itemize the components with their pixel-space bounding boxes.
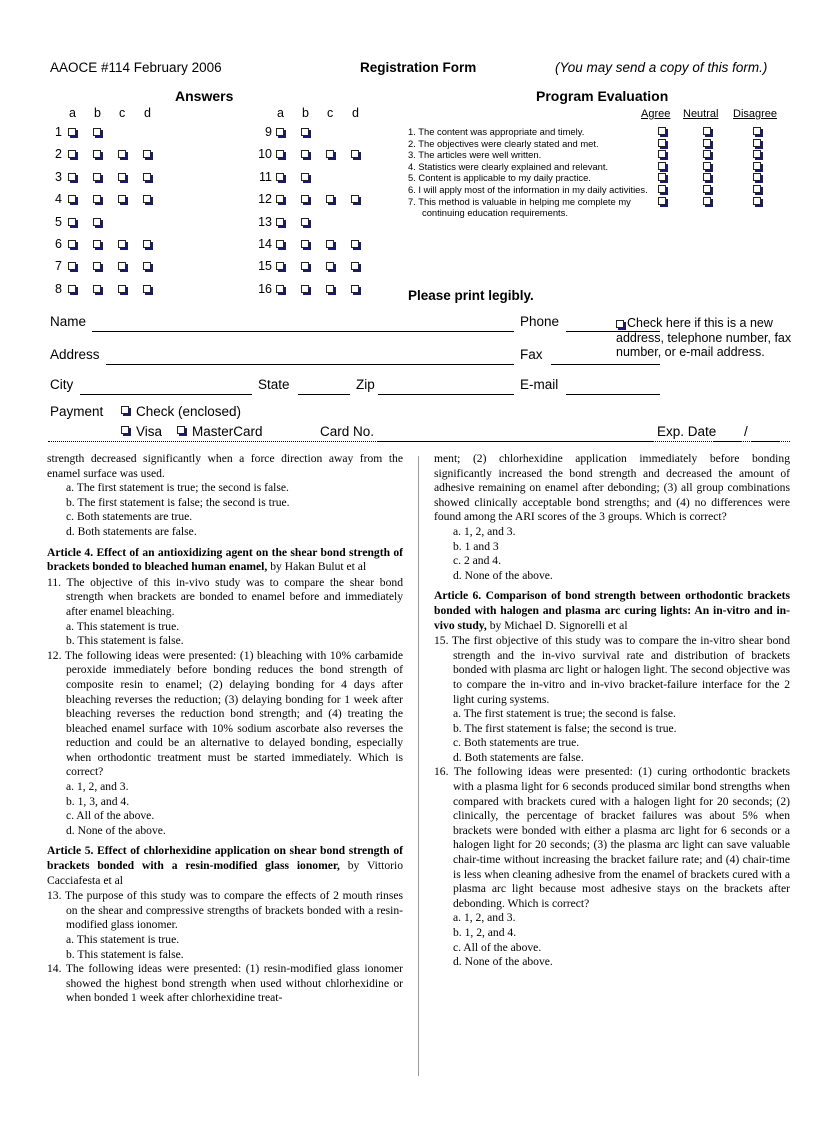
question-option: d. None of the above. xyxy=(453,955,553,969)
visa-label: Visa xyxy=(136,424,163,439)
evaluation-checkbox-1-agree[interactable] xyxy=(658,127,666,135)
email-input[interactable] xyxy=(566,394,660,395)
answer-checkbox-3b[interactable] xyxy=(93,173,101,181)
evaluation-item-text: 4. Statistics were clearly explained and relevant. xyxy=(408,160,609,172)
question-option: c. All of the above. xyxy=(66,809,155,823)
page-title: Registration Form xyxy=(360,60,477,75)
issue-label: AAOCE #114 February 2006 xyxy=(50,60,222,75)
answer-checkbox-10a[interactable] xyxy=(276,150,284,158)
answer-row-number: 13 xyxy=(258,214,272,229)
continued-paragraph: ment; (2) chlorhexidine application immediately before bonding significantly increased the bond strength and decreased the amount of adhesive remaining on enamel after debonding; (3) all group combinations showed clinically acceptable bond strengths; and (4) no differences were found among the ARI scores of the 3 groups. Which is correct? xyxy=(434,452,790,524)
question-option: d. Both statements are false. xyxy=(66,524,197,538)
new-address-note-text: Check here if this is a new address, telephone number, fax number, or e-mail address. xyxy=(616,316,792,359)
answer-checkbox-4c[interactable] xyxy=(118,195,126,203)
evaluation-checkbox-2-agree[interactable] xyxy=(658,139,666,147)
answer-row-number: 3 xyxy=(55,169,62,184)
answers-col-header-a: a xyxy=(69,106,76,120)
evaluation-checkbox-5-disagree[interactable] xyxy=(753,173,761,181)
evaluation-item xyxy=(408,161,793,173)
registration-form-area xyxy=(0,0,838,448)
answer-checkbox-10d[interactable] xyxy=(351,150,359,158)
question-option: a. The first statement is true; the second is false. xyxy=(453,707,676,721)
answer-checkbox-16d[interactable] xyxy=(351,285,359,293)
question-text: 13. The purpose of this study was to compare the effects of 2 mouth rinses on the shear and compressive strengths of brackets bonded with a resin-modified glass ionomer. xyxy=(47,889,403,932)
answer-checkbox-10b[interactable] xyxy=(301,150,309,158)
answer-checkbox-16b[interactable] xyxy=(301,285,309,293)
evaluation-checkbox-5-agree[interactable] xyxy=(658,173,666,181)
question-option: b. 1, 2, and 4. xyxy=(453,926,517,939)
continued-paragraph: strength decreased significantly when a force direction away from the enamel surface was used. xyxy=(47,452,403,480)
article-title: Article 5. Effect of chlorhexidine application on shear bond strength of brackets bonded with a resin-modified glass ionomer, xyxy=(47,844,403,873)
name-input[interactable] xyxy=(92,331,514,332)
evaluation-checkbox-3-neutral[interactable] xyxy=(703,150,711,158)
answer-checkbox-4d[interactable] xyxy=(143,195,151,203)
answer-checkbox-8b[interactable] xyxy=(93,285,101,293)
address-input[interactable] xyxy=(106,364,514,365)
evaluation-checkbox-7-disagree[interactable] xyxy=(753,197,761,205)
column-divider xyxy=(418,456,419,1076)
city-label: City xyxy=(50,377,74,392)
state-input[interactable] xyxy=(298,394,350,395)
question-option: b. This statement is false. xyxy=(66,947,184,961)
evaluation-item-text: 6. I will apply most of the information in my daily activities. xyxy=(408,183,648,195)
scale-label-agree: Agree xyxy=(641,108,671,120)
card-no-label: Card No. xyxy=(320,424,375,439)
evaluation-checkbox-7-agree[interactable] xyxy=(658,197,666,205)
field-row-city xyxy=(50,377,790,402)
state-label: State xyxy=(258,377,290,392)
evaluation-item xyxy=(408,149,793,161)
answer-checkbox-7c[interactable] xyxy=(118,262,126,270)
evaluation-checkbox-7-neutral[interactable] xyxy=(703,197,711,205)
phone-label: Phone xyxy=(520,314,560,329)
answer-checkbox-3a[interactable] xyxy=(68,173,76,181)
answer-row-number: 12 xyxy=(258,192,272,207)
answer-checkbox-13b[interactable] xyxy=(301,218,309,226)
answers-col-header-c: c xyxy=(327,106,334,120)
answer-checkbox-8c[interactable] xyxy=(118,285,126,293)
email-label: E-mail xyxy=(520,377,559,392)
evaluation-item xyxy=(408,184,793,196)
answer-checkbox-12c[interactable] xyxy=(326,195,334,203)
answer-checkbox-14a[interactable] xyxy=(276,240,284,248)
question-option: a. 1, 2, and 3. xyxy=(453,911,516,925)
evaluation-checkbox-1-neutral[interactable] xyxy=(703,127,711,135)
answers-section-title: Answers xyxy=(175,88,234,104)
answers-col-header-b: b xyxy=(302,106,309,120)
answer-checkbox-9b[interactable] xyxy=(301,128,309,136)
answer-checkbox-2a[interactable] xyxy=(68,150,76,158)
question-text: 11. The objective of this in-vivo study was to compare the shear bond strength when brackets are bonded to enamel before and immediately after enamel bleaching. xyxy=(47,575,403,618)
answer-checkbox-6a[interactable] xyxy=(68,240,76,248)
question-option: d. Both statements are false. xyxy=(453,750,584,764)
evaluation-checkbox-2-disagree[interactable] xyxy=(753,139,761,147)
answers-col-header-c: c xyxy=(119,106,126,120)
exp-date-label: Exp. Date xyxy=(657,424,717,439)
zip-input[interactable] xyxy=(378,394,514,395)
field-row-payment xyxy=(50,402,790,446)
new-address-note xyxy=(616,316,796,360)
question-option: c. Both statements are true. xyxy=(453,736,580,750)
evaluation-checkbox-4-neutral[interactable] xyxy=(703,162,711,170)
scale-label-neutral: Neutral xyxy=(683,108,719,120)
answer-checkbox-3c[interactable] xyxy=(118,173,126,181)
copy-note: (You may send a copy of this form.) xyxy=(555,60,768,75)
exp-date-slash: / xyxy=(744,424,748,439)
answer-checkbox-1b[interactable] xyxy=(93,128,101,136)
answer-row-number: 5 xyxy=(55,214,62,229)
evaluation-checkbox-4-disagree[interactable] xyxy=(753,162,761,170)
evaluation-item-text: 1. The content was appropriate and timely. xyxy=(408,126,585,137)
question-option: a. 1, 2, and 3. xyxy=(453,524,516,538)
answer-checkbox-5a[interactable] xyxy=(68,218,76,226)
answer-row-number: 11 xyxy=(259,169,272,184)
question-option: d. None of the above. xyxy=(453,568,553,582)
answer-checkbox-7b[interactable] xyxy=(93,262,101,270)
evaluation-checkbox-2-neutral[interactable] xyxy=(703,139,711,147)
answer-row-number: 8 xyxy=(55,281,62,296)
evaluation-item-text: 2. The objectives were clearly stated and met. xyxy=(408,137,599,149)
answer-checkbox-15c[interactable] xyxy=(326,262,334,270)
answer-row-number: 16 xyxy=(258,281,272,296)
article-body xyxy=(0,452,838,1092)
answer-checkbox-11a[interactable] xyxy=(276,173,284,181)
answers-col-header-d: d xyxy=(144,106,151,120)
evaluation-item-text: 5. Content is applicable to my daily practice. xyxy=(408,172,591,184)
answers-col-header-a: a xyxy=(277,106,284,120)
mastercard-checkbox[interactable] xyxy=(177,426,185,434)
answers-col-header-d: d xyxy=(352,106,359,120)
visa-checkbox[interactable] xyxy=(121,426,129,434)
evaluation-item xyxy=(408,126,793,138)
mastercard-label: MasterCard xyxy=(192,424,263,439)
question-text: 15. The first objective of this study was to compare the in-vitro shear bond strength and the in-vivo survival rate and distribution of brackets bonded with plasma arc light or halogen light. The second objective was to compare the in-vitro and in-vivo bracket-failure interface for the 2 light curing systems. xyxy=(434,634,790,706)
evaluation-checkbox-5-neutral[interactable] xyxy=(703,173,711,181)
evaluation-item xyxy=(408,196,793,219)
name-label: Name xyxy=(50,314,87,329)
answer-checkbox-12a[interactable] xyxy=(276,195,284,203)
article-heading xyxy=(47,540,403,576)
article-title: Article 4. Effect of an antioxidizing agent on the shear bond strength of brackets bonded to bleached human enamel, xyxy=(47,545,403,574)
answer-checkbox-11b[interactable] xyxy=(301,173,309,181)
answer-checkbox-15a[interactable] xyxy=(276,262,284,270)
answer-checkbox-1a[interactable] xyxy=(68,128,76,136)
evaluation-item xyxy=(408,138,793,150)
answer-checkbox-6b[interactable] xyxy=(93,240,101,248)
answer-checkbox-16a[interactable] xyxy=(276,285,284,293)
answer-checkbox-6d[interactable] xyxy=(143,240,151,248)
answer-row-number: 2 xyxy=(55,147,62,162)
answer-row-number: 6 xyxy=(55,236,62,251)
evaluation-item xyxy=(408,172,793,184)
answer-checkbox-10c[interactable] xyxy=(326,150,334,158)
question-option: b. This statement is false. xyxy=(66,634,184,648)
question-option: b. The first statement is false; the second is true. xyxy=(66,495,290,509)
evaluation-checkbox-6-disagree[interactable] xyxy=(753,185,761,193)
question-option: b. 1 and 3 xyxy=(453,539,499,553)
answer-checkbox-2b[interactable] xyxy=(93,150,101,158)
answer-checkbox-16c[interactable] xyxy=(326,285,334,293)
question-option: a. This statement is true. xyxy=(66,933,180,946)
answer-checkbox-15d[interactable] xyxy=(351,262,359,270)
payment-label: Payment xyxy=(50,404,104,419)
evaluation-checkbox-6-neutral[interactable] xyxy=(703,185,711,193)
answer-checkbox-4b[interactable] xyxy=(93,195,101,203)
answer-checkbox-14b[interactable] xyxy=(301,240,309,248)
answer-row-number: 7 xyxy=(55,259,62,274)
answer-checkbox-2c[interactable] xyxy=(118,150,126,158)
answer-row-number: 15 xyxy=(258,259,272,274)
evaluation-items xyxy=(408,126,793,219)
answer-checkbox-5b[interactable] xyxy=(93,218,101,226)
answer-checkbox-6c[interactable] xyxy=(118,240,126,248)
scale-label-disagree: Disagree xyxy=(733,108,778,120)
article-heading xyxy=(47,838,403,889)
new-address-checkbox[interactable] xyxy=(616,320,624,328)
article-authors: by Vittorio Cacciafesta et al xyxy=(47,859,404,887)
evaluation-scale-headers xyxy=(408,108,793,124)
evaluation-item-text: 3. The articles were well written. xyxy=(408,149,542,161)
left-column xyxy=(47,452,403,1006)
question-text: 14. The following ideas were presented: (1) resin-modified glass ionomer showed the highest bond strength when used without chlorhexidine or when bonded 1 week after chlorhexidine treat- xyxy=(47,962,403,1005)
question-option: a. 1, 2, and 3. xyxy=(66,780,129,794)
answers-col-header-b: b xyxy=(94,106,101,120)
question-text: 16. The following ideas were presented: (1) curing orthodontic brackets with a plasma light for 6 seconds produced similar bond strengths when compared with brackets cured with a halogen light for 20 seconds; (2) clinically, the percentage of bracket failures was about 5% when brackets were bonded with either a plasma arc light for 6 seconds or a halogen light for 20 seconds; (3) the plasma arc light can save valuable chair-time without increasing the bracket failure rate; and (4) chair-time is less when cleaning adhesive from the enamel of brackets cured with a plasma arc light because most adhesive stays on the brackets after debonding. Which is correct? xyxy=(434,765,790,910)
evaluation-checkbox-3-disagree[interactable] xyxy=(753,150,761,158)
answer-checkbox-2d[interactable] xyxy=(143,150,151,158)
evaluation-checkbox-3-agree[interactable] xyxy=(658,150,666,158)
answer-checkbox-8a[interactable] xyxy=(68,285,76,293)
article-heading xyxy=(434,583,790,634)
answer-checkbox-12d[interactable] xyxy=(351,195,359,203)
right-column xyxy=(434,452,790,970)
answer-checkbox-13a[interactable] xyxy=(276,218,284,226)
print-legibly-note: Please print legibly. xyxy=(408,288,534,303)
evaluation-checkbox-6-agree[interactable] xyxy=(658,185,666,193)
evaluation-item-text: 7. This method is valuable in helping me complete my continuing education requirements. xyxy=(408,195,631,219)
answer-checkbox-7d[interactable] xyxy=(143,262,151,270)
question-option: d. None of the above. xyxy=(66,823,166,837)
document-header xyxy=(50,60,790,80)
answer-checkbox-3d[interactable] xyxy=(143,173,151,181)
answer-row-number: 14 xyxy=(258,236,272,251)
form-separator-dotted-line xyxy=(48,441,790,442)
answer-checkbox-14c[interactable] xyxy=(326,240,334,248)
article-title: Article 6. Comparison of bond strength between orthodontic brackets bonded with halogen and plasma arc curing lights: An in-vitro and in-vivo study, xyxy=(434,589,790,632)
answer-checkbox-4a[interactable] xyxy=(68,195,76,203)
question-option: b. 1, 3, and 4. xyxy=(66,794,130,808)
zip-label: Zip xyxy=(356,377,375,392)
address-label: Address xyxy=(50,347,100,362)
evaluation-section-title: Program Evaluation xyxy=(536,88,669,104)
fax-label: Fax xyxy=(520,347,543,362)
question-option: c. All of the above. xyxy=(453,940,542,954)
answer-checkbox-7a[interactable] xyxy=(68,262,76,270)
answer-checkbox-14d[interactable] xyxy=(351,240,359,248)
evaluation-checkbox-4-agree[interactable] xyxy=(658,162,666,170)
article-authors: by Michael D. Signorelli et al xyxy=(486,618,628,632)
answer-checkbox-15b[interactable] xyxy=(301,262,309,270)
article-authors: by Hakan Bulut et al xyxy=(267,560,367,574)
answer-row-number: 4 xyxy=(55,192,62,207)
answer-checkbox-9a[interactable] xyxy=(276,128,284,136)
answer-checkbox-12b[interactable] xyxy=(301,195,309,203)
answer-row-number: 9 xyxy=(265,125,272,139)
question-option: a. The first statement is true; the second is false. xyxy=(66,481,289,495)
question-option: c. 2 and 4. xyxy=(453,554,501,568)
question-option: a. This statement is true. xyxy=(66,619,180,633)
answer-checkbox-8d[interactable] xyxy=(143,285,151,293)
question-option: c. Both statements are true. xyxy=(66,510,193,524)
answer-row-number: 10 xyxy=(258,147,272,162)
fax-input[interactable] xyxy=(551,364,660,365)
question-text: 12. The following ideas were presented: (1) bleaching with 10% carbamide peroxide immediately before bonding reduces the bond strength of composite resin to enamel; (2) delaying bonding for 4 days after bleaching reverses the reduction; (3) delaying bonding for 1 week after bleaching reverses the reduction bond strength; and (4) treating the bleached enamel surface with 10% sodium ascorbate also reverses the reduction and could be an alternative to delayed bonding, especially when orthodontic treatment must be started immediately. Which is correct? xyxy=(47,648,403,779)
question-option: b. The first statement is false; the second is true. xyxy=(453,721,677,735)
check-enclosed-label: Check (enclosed) xyxy=(136,404,242,419)
check-enclosed-checkbox[interactable] xyxy=(121,406,129,414)
evaluation-checkbox-1-disagree[interactable] xyxy=(753,127,761,135)
city-input[interactable] xyxy=(80,394,252,395)
answer-row-number: 1 xyxy=(55,125,62,139)
